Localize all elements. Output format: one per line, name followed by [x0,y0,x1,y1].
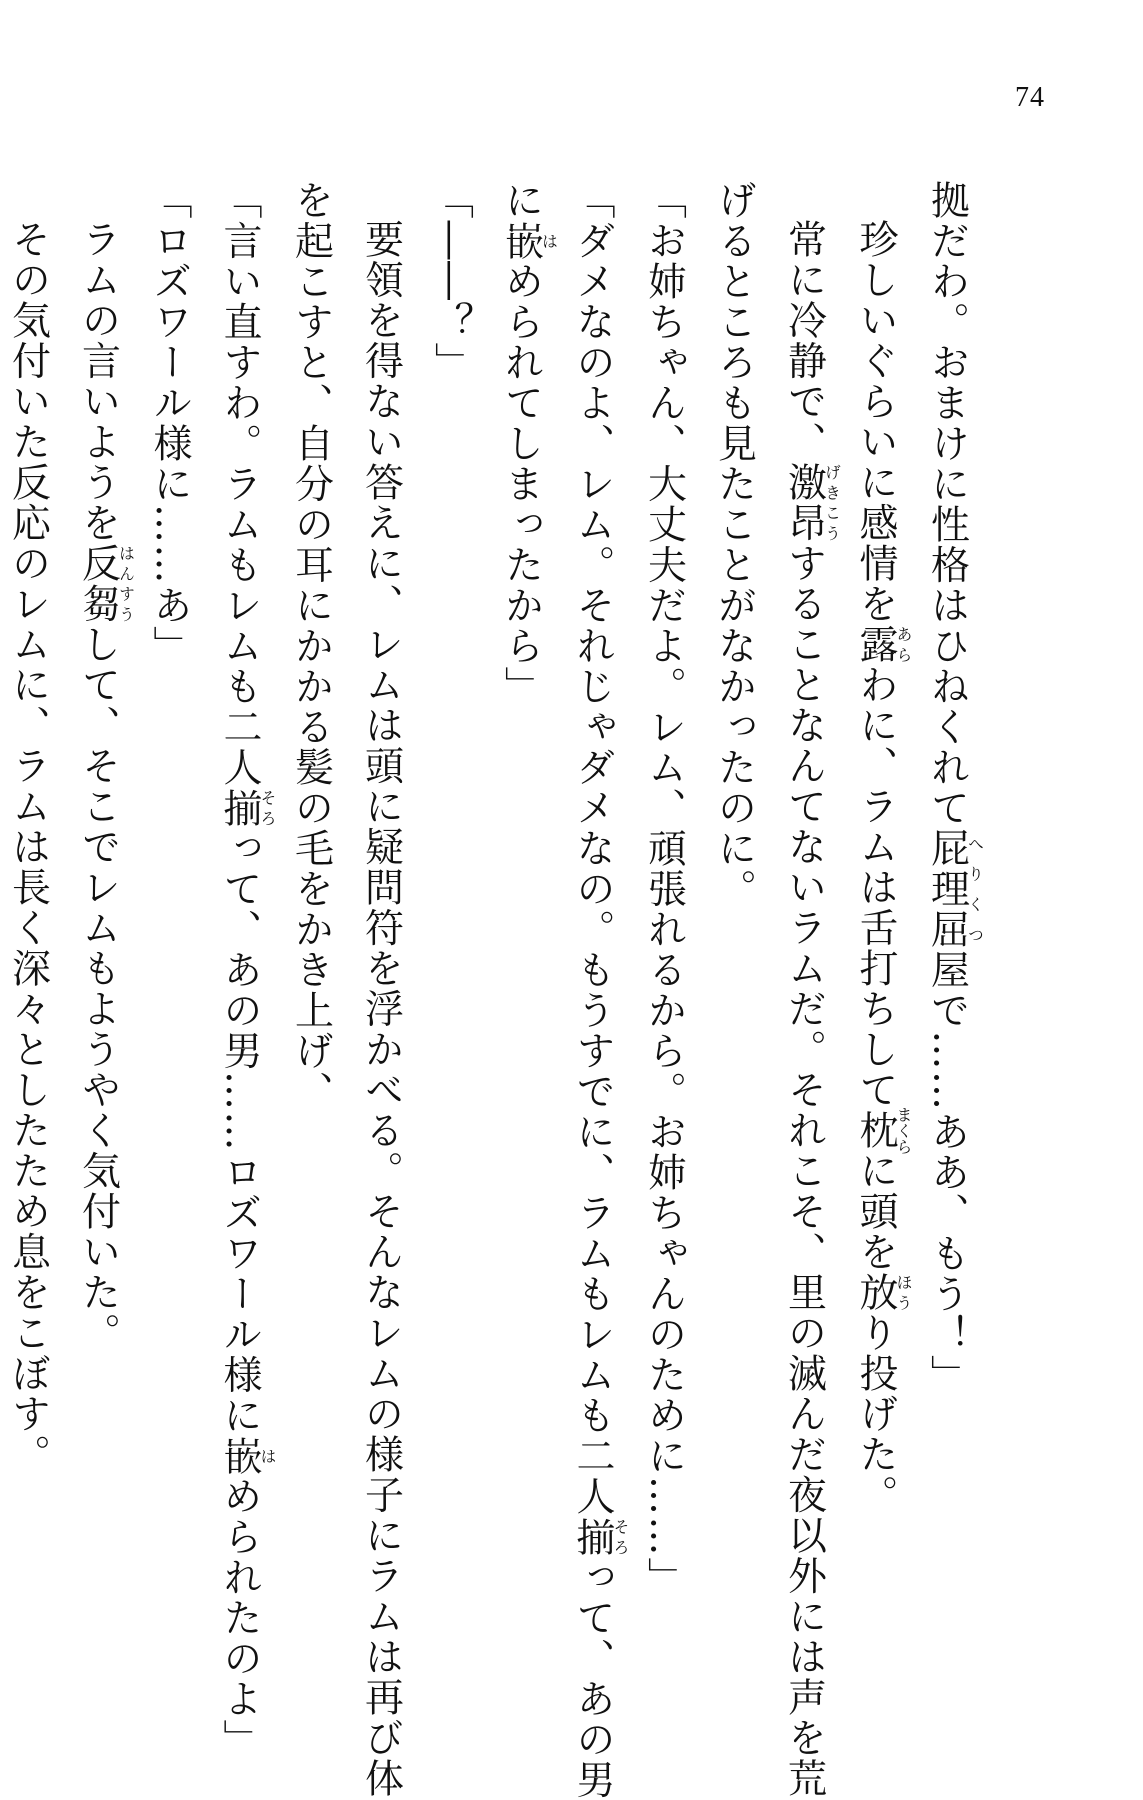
furigana-word: 反芻はんすう [75,543,136,624]
furigana-word: 嵌は [498,220,559,261]
furigana-word: 揃そろ [217,787,277,828]
text-line: 「言い直すわ。ラムもレムも二人揃そろって、あの男……ロズワール様に嵌はめられたのよ」 [217,180,277,1760]
furigana-word: 嵌は [217,1435,277,1476]
text-line: 珍しいぐらいに感情を露あらわに、ラムは舌打ちして枕まくらに頭を放ほうり投げた。 [853,219,913,1515]
text-line: げるところも見たことがなかったのに。 [711,180,757,909]
furigana-word: 激昂げきこう [781,462,842,543]
text-line: 要領を得ない答えに、レムは頭に疑問符を浮かべる。そんなレムの様子にラムは再び体 [358,219,404,1799]
text-line: に嵌はめられてしまったから」 [498,180,559,707]
furigana-word: 揃そろ [570,1516,630,1557]
page-number: 74 [1015,82,1045,113]
furigana-word: 枕まくら [853,1106,913,1155]
text-line: 「――？」 [428,180,474,383]
text-line: 「お姉ちゃん、大丈夫だよ。レム、頑張れるから。お姉ちゃんのために……」 [641,180,687,1598]
text-line: 拠だわ。おまけに性格はひねくれて屁理屈へりくつ屋で……ああ、もう！」 [924,180,985,1395]
text-line: 常に冷静で、激昂げきこうすることなんてないラムだ。それこそ、里の滅んだ夜以外には声を荒 [781,219,842,1799]
furigana-word: 放ほう [853,1272,913,1313]
text-line: ラムの言いようを反芻はんすうして、そこでレムもようやく気付いた。 [75,219,136,1353]
text-line: 「ロズワール様に……あ」 [147,180,192,666]
text-line: その気付いた反応のレムに、ラムは長く深々としたため息をこぼす。 [5,219,51,1475]
furigana-word: 露あら [853,624,913,665]
novel-text-block [0,180,985,1800]
furigana-word: 屁理屈へりくつ [924,828,985,950]
text-line: を起こすと、自分の耳にかかる髪の毛をかき上げ、 [288,180,334,1112]
text-line: 「ダメなのよ、レム。それじゃダメなの。もうすでに、ラムもレムも二人揃そろって、あの男 [570,180,630,1800]
